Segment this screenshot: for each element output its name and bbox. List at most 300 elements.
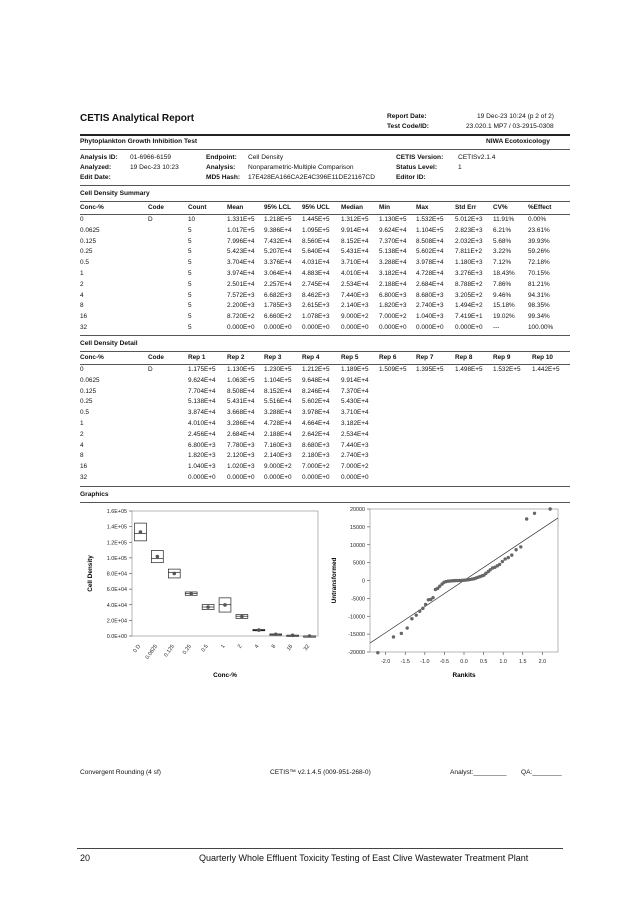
detail-cell: 1.130E+5 [227,366,255,373]
summary-header: Mean [227,204,244,211]
summary-cell: 7.811E+2 [455,248,483,256]
x-tick-label: 0.5 [479,659,488,665]
detail-header: Conc-% [80,354,104,361]
detail-cell: 3.978E+4 [302,409,330,417]
x-tick-label: 0.0 [460,659,468,665]
data-point [418,610,421,613]
detail-cell: 2.642E+4 [302,430,330,438]
summary-cell: 7.86% [493,280,512,288]
detail-cell: 1.063E+5 [227,376,255,384]
data-point [424,603,427,606]
rule [80,185,570,186]
detail-header: Code [148,354,164,361]
detail-cell: 7.704E+4 [188,387,216,395]
plot-frame [132,511,318,636]
mean-point [189,592,193,596]
y-tick-label: 5000 [353,560,365,567]
summary-cell: 5.423E+4 [227,248,255,256]
detail-cell: 1.509E+5 [379,366,407,373]
analyst-field: Analyst:_________ [450,769,507,776]
cetis-version: CETIS™ v2.1.4.5 (009-951-268-0) [270,769,371,776]
detail-cell: 8.680E+3 [302,441,330,449]
y-tick-label: 8.0E+04 [106,571,127,578]
detail-header: Rep 3 [264,354,282,361]
data-point [519,545,522,548]
x-tick-label: -1.0 [420,659,430,665]
summary-cell: 3.978E+4 [416,259,444,267]
summary-cell: 9.000E+2 [341,313,369,321]
summary-cell: 5 [188,259,192,267]
data-point [498,563,501,566]
version: CETISv2.1.4 [458,154,496,161]
detail-cell: 0.000E+0 [227,474,255,481]
summary-cell: 98.35% [528,302,550,310]
lab-name: NIWA Ecotoxicology [486,138,550,145]
detail-cell: 7.000E+2 [302,463,330,471]
summary-cell: 8.680E+3 [416,291,444,299]
rule [80,364,570,365]
detail-header: Rep 1 [188,354,206,361]
detail-cell: 0.000E+0 [188,474,216,481]
summary-cell: 19.02% [493,313,515,321]
summary-header: Median [341,204,364,211]
detail-header: Rep 10 [532,354,553,361]
qa-field: QA:________ [521,769,562,776]
summary-cell: 5 [188,313,192,321]
report-title: CETIS Analytical Report [80,113,195,124]
rule [80,335,570,336]
summary-cell: 2.200E+3 [227,302,255,310]
summary-cell: 2.188E+4 [379,280,407,288]
summary-cell: 1.494E+2 [455,302,483,310]
summary-cell: 18.43% [493,270,515,277]
detail-cell: 1.498E+5 [455,366,483,373]
graphics-title: Graphics [80,491,109,498]
data-point [533,512,536,515]
summary-cell: 5 [188,324,192,331]
endpoint-label: Endpoint: [206,154,237,161]
summary-cell: 1.017E+5 [227,226,255,234]
summary-cell: 10 [188,216,196,223]
x-tick-label: 8 [270,643,278,650]
x-axis-label: Conc-% [213,672,237,679]
summary-cell: 5.012E+3 [455,216,483,223]
analysis: Nonparametric-Multiple Comparison [248,164,354,171]
summary-cell: 59.26% [528,248,550,256]
summary-cell: 7.996E+4 [227,237,255,245]
detail-cell: 1.820E+3 [188,452,216,460]
summary-cell: --- [493,324,500,331]
x-tick-label: 32 [302,643,312,653]
detail-cell: 2.740E+3 [341,452,369,460]
summary-cell: 0.000E+0 [416,324,444,331]
status-label: Status Level: [396,164,438,171]
data-point [376,651,379,654]
detail-cell: 2.534E+4 [341,430,369,438]
summary-header: 95% UCL [302,204,330,211]
detail-cell: 5.602E+4 [302,398,330,406]
y-tick-label: -20000 [348,650,365,656]
mean-point [308,634,312,638]
summary-cell: 9.46% [493,291,512,299]
summary-cell: 0.000E+0 [302,324,330,331]
rule [80,502,570,503]
detail-header: Rep 7 [416,354,434,361]
summary-cell: 4.010E+4 [341,270,369,277]
detail-cell: 9.648E+4 [302,376,330,384]
test-code-value: 23.020.1 MP7 / 03-2915-0308 [466,123,554,130]
summary-cell: 1.445E+5 [302,216,330,223]
x-tick-label: 0 D [132,643,143,655]
test-name: Phytoplankton Growth Inhibition Test [80,138,198,145]
x-tick-label: 0.5 [200,643,210,654]
detail-cell: 1.189E+5 [341,366,369,373]
data-point [525,517,528,520]
summary-cell: 6.800E+3 [379,291,407,299]
summary-cell: 1.078E+3 [302,313,330,321]
summary-cell: 3.376E+4 [264,259,292,267]
summary-cell: 1.331E+5 [227,216,255,223]
summary-cell: 15.18% [493,302,515,310]
summary-cell: 8.560E+4 [302,237,330,245]
y-tick-label: 0 [362,578,365,585]
rule [80,351,570,352]
y-tick-label: -15000 [348,632,365,639]
summary-cell: 1.820E+3 [379,302,407,310]
detail-cell: 2.188E+4 [264,430,292,438]
mean-point [257,628,261,632]
analyzed-label: Analyzed: [80,164,112,171]
mean-point [274,632,278,636]
detail-cell: 1.020E+3 [227,463,255,471]
x-tick-label: -2.0 [381,659,391,665]
summary-cell: 3.276E+3 [455,270,483,277]
summary-cell: 5 [188,280,192,288]
data-point [548,507,551,510]
data-point [400,632,403,635]
summary-cell: 5 [188,226,192,234]
data-point [503,557,506,560]
summary-cell: 2.501E+4 [227,280,255,288]
x-tick-label: 4 [253,643,261,650]
y-tick-label: -10000 [348,614,365,621]
x-tick-label: 0.25 [181,643,193,656]
detail-cell: 9.914E+4 [341,376,369,384]
detail-cell: 3.286E+4 [227,420,255,427]
rule [80,486,570,487]
summary-cell: 1.785E+3 [264,302,292,310]
summary-cell: 0.00% [528,216,547,223]
summary-cell: 8.508E+4 [416,237,444,245]
data-point [406,626,409,629]
detail-cell: 5.431E+4 [227,398,255,406]
mean-point [291,634,295,638]
summary-header: 95% LCL [264,204,291,211]
summary-cell: 1.312E+5 [341,216,369,223]
detail-cell: 1.175E+5 [188,366,216,373]
summary-cell: 39.93% [528,237,550,245]
summary-cell: 70.15% [528,270,550,277]
summary-cell: 1 [80,270,84,277]
summary-cell: 0.000E+0 [341,324,369,331]
summary-cell: 81.21% [528,280,550,288]
x-tick-label: 1 [220,643,227,650]
summary-cell: 6.660E+2 [264,313,292,321]
summary-cell: 7.370E+4 [379,237,407,245]
summary-cell: 3.288E+4 [379,259,407,267]
summary-cell: 5.138E+4 [379,248,407,256]
detail-cell: 9.624E+4 [188,376,216,384]
summary-cell: 3.182E+4 [379,270,407,277]
summary-header: Code [148,204,164,211]
detail-cell: 5.430E+4 [341,398,369,406]
data-point [410,617,413,620]
summary-cell: 3.22% [493,248,512,256]
summary-cell: 1.218E+5 [264,216,292,223]
summary-cell: 3.704E+4 [227,259,255,267]
y-axis-label: Cell Density [87,555,94,592]
report-date-value: 19 Dec-23 10:24 (p 2 of 2) [477,113,554,120]
y-tick-label: 10000 [350,542,365,549]
detail-header: Rep 4 [302,354,320,361]
mean-point [223,603,227,607]
summary-cell: 4 [80,291,84,299]
y-tick-label: 20000 [350,507,365,513]
summary-cell: 0.000E+0 [379,324,407,331]
detail-cell: 1.212E+5 [302,366,330,373]
detail-cell: 3.668E+4 [227,409,255,417]
detail-header: Rep 5 [341,354,359,361]
y-tick-label: 1.4E+05 [106,524,127,531]
detail-cell: 6.800E+3 [188,441,216,449]
detail-cell: 2.456E+4 [188,430,216,438]
summary-cell: 0.000E+0 [455,324,483,331]
detail-header: Rep 2 [227,354,245,361]
data-point [431,596,434,599]
summary-cell: 5 [188,291,192,299]
summary-cell: 5.640E+4 [302,248,330,256]
detail-cell: 0.0625 [80,376,100,384]
summary-cell: 2.615E+3 [302,302,330,310]
detail-cell: 2 [80,430,84,438]
data-point [514,548,517,551]
header-rule [80,134,570,136]
endpoint: Cell Density [248,154,284,161]
summary-cell: 2.140E+3 [341,302,369,310]
summary-cell: 6.21% [493,226,512,234]
summary-header: Max [416,204,429,211]
y-axis-label: Untransformed [331,557,338,604]
detail-cell: 0 [80,366,84,373]
summary-header: CV% [493,204,508,211]
mean-point [172,572,176,576]
summary-cell: 8 [80,302,84,310]
summary-cell: 5.207E+4 [264,248,292,256]
mean-point [240,615,244,619]
summary-cell: 94.31% [528,291,550,299]
detail-header: Rep 8 [455,354,473,361]
summary-cell: 7.572E+3 [227,291,255,299]
analysis-id: 01-6966-6159 [130,154,172,161]
summary-title: Cell Density Summary [80,190,150,197]
data-point [507,556,510,559]
summary-cell: 7.440E+3 [341,291,369,299]
summary-cell: 2.684E+4 [416,280,444,288]
report-date-label: Report Date: [387,113,427,120]
summary-cell: 7.000E+2 [379,313,407,321]
summary-cell: 1.180E+3 [455,259,483,267]
detail-cell: 32 [80,474,88,481]
summary-cell: 7.432E+4 [264,237,292,245]
summary-header: Std Err [455,204,477,211]
detail-cell: 0.25 [80,398,93,406]
detail-cell: 8.152E+4 [264,387,292,395]
detail-cell: 4.664E+4 [302,420,330,427]
detail-cell: 1.230E+5 [264,366,292,373]
y-tick-label: 6.0E+04 [106,587,127,594]
rule [80,149,570,150]
summary-cell: 8.788E+2 [455,280,483,288]
summary-cell: 9.914E+4 [341,226,369,234]
edit-date-label: Edit Date: [80,174,111,181]
y-tick-label: 1.2E+05 [106,540,127,547]
detail-cell: 1.104E+5 [264,376,292,384]
detail-cell: 2.140E+3 [264,452,292,460]
summary-header: Min [379,204,391,211]
x-tick-label: -0.5 [439,659,450,665]
summary-cell: 0 [80,216,84,223]
summary-cell: 1.104E+5 [416,226,444,234]
detail-cell: 2.120E+3 [227,452,255,460]
detail-cell: 4.728E+4 [264,420,292,427]
summary-cell: 1.095E+5 [302,226,330,234]
status: 1 [458,164,462,171]
summary-header: Count [188,204,207,211]
summary-cell: 72.18% [528,259,550,267]
editor-label: Editor ID: [396,174,426,181]
footer-rule [77,848,563,849]
x-tick-label: 0.125 [163,643,176,659]
summary-cell: 0.0625 [80,226,100,234]
summary-cell: 5.431E+4 [341,248,369,256]
mean-point [156,555,160,559]
summary-cell: 5 [188,237,192,245]
detail-cell: 4 [80,441,84,449]
detail-header: Rep 9 [493,354,511,361]
x-tick-label: 0.0625 [144,643,160,661]
summary-cell: 2.823E+3 [455,226,483,234]
box-chart [80,505,330,685]
summary-cell: 9.386E+4 [264,226,292,234]
x-tick-label: 1.0 [499,659,507,665]
detail-cell: 1.532E+5 [493,366,521,373]
summary-cell: 5.68% [493,237,512,245]
data-point [415,613,418,616]
detail-cell: 1.040E+3 [188,463,216,471]
summary-cell: 8.152E+4 [341,237,369,245]
analysis-id-label: Analysis ID: [80,154,118,161]
summary-cell: 4.031E+4 [302,259,330,267]
detail-cell: 1.395E+5 [416,366,444,373]
y-tick-label: 2.0E+04 [106,618,127,625]
detail-cell: 2.180E+3 [302,452,330,460]
summary-cell: 5 [188,270,192,277]
mean-point [206,605,210,609]
summary-cell: 2.745E+4 [302,280,330,288]
y-tick-label: 1.6E+05 [106,509,127,515]
detail-cell: D [148,366,153,373]
detail-cell: 1 [80,420,84,427]
data-point [421,607,424,610]
y-tick-label: 0.0E+00 [106,634,127,640]
summary-cell: 6.682E+3 [264,291,292,299]
detail-cell: 3.182E+4 [341,420,369,427]
detail-cell: 7.780E+3 [227,441,255,449]
detail-cell: 0.000E+0 [302,474,330,481]
summary-cell: 7.12% [493,259,512,267]
summary-cell: 1.040E+3 [416,313,444,321]
test-code-label: Test Code/ID: [387,123,430,130]
rule [80,201,570,202]
summary-cell: 5 [188,248,192,256]
summary-cell: 0.125 [80,237,96,245]
detail-cell: 0.000E+0 [264,474,292,481]
y-tick-label: 4.0E+04 [106,602,127,609]
summary-cell: 5.602E+4 [416,248,444,256]
detail-cell: 3.710E+4 [341,409,369,417]
doc-title: Quarterly Whole Effluent Toxicity Testing of East Clive Wastewater Treatment Plant [199,853,529,863]
detail-cell: 2.684E+4 [227,430,255,438]
summary-cell: 4.883E+4 [302,270,330,277]
summary-cell: 0.000E+0 [227,324,255,331]
detail-cell: 8 [80,452,84,460]
x-tick-label: 1.5 [519,659,527,665]
detail-title: Cell Density Detail [80,340,138,347]
qq-chart [326,505,570,685]
y-tick-label: 1.0E+05 [106,555,127,562]
summary-cell: 8.720E+2 [227,313,255,321]
summary-cell: 3.205E+2 [455,291,483,299]
x-axis-label: Rankits [452,672,476,679]
summary-cell: 23.61% [528,226,550,234]
rounding-note: Convergent Rounding (4 sf) [80,769,162,776]
summary-cell: 1.532E+5 [416,216,444,223]
summary-cell: 3.974E+4 [227,270,255,277]
summary-cell: 4.728E+4 [416,270,444,277]
detail-cell: 0.000E+0 [341,474,369,481]
summary-cell: 2.032E+3 [455,237,483,245]
analyzed: 19 Dec-23 10:23 [130,164,179,171]
summary-cell: 1.130E+5 [379,216,407,223]
mean-point [139,530,143,534]
detail-header: Rep 6 [379,354,397,361]
summary-cell: 99.34% [528,313,550,321]
summary-cell: 7.419E+1 [455,313,483,321]
detail-cell: 5.138E+4 [188,398,216,406]
summary-cell: 2.534E+4 [341,280,369,288]
x-tick-label: -1.5 [400,659,410,665]
detail-cell: 9.000E+2 [264,463,292,471]
detail-cell: 16 [80,463,88,471]
md5-label: MD5 Hash: [206,174,241,181]
summary-cell: 0.5 [80,259,89,267]
detail-cell: 5.516E+4 [264,398,292,406]
summary-cell: 3.710E+4 [341,259,369,267]
analysis-label: Analysis: [206,164,236,171]
detail-cell: 1.442E+5 [532,366,560,373]
detail-cell: 8.508E+4 [227,387,255,395]
x-tick-label: 2 [236,643,244,650]
